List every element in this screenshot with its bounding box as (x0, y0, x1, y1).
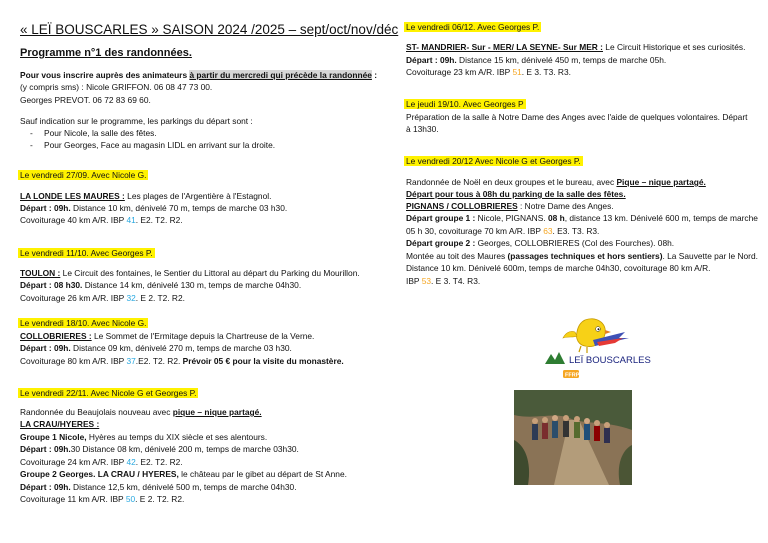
hike-2-ibp: 32 (126, 293, 136, 303)
contact-georges: Georges PREVOT. 06 72 83 69 60. (20, 95, 151, 105)
bouscarles-logo (535, 312, 651, 382)
hike-2-depart: Départ : 08 h30. Distance 14 km, dénivelé 130 m, temps de marche 04h30. (20, 280, 302, 290)
hike-6-date: Le jeudi 19/10. Avec Georges P (406, 99, 524, 109)
parking-intro: Sauf indication sur le programme, les parkings du départ sont : (20, 116, 253, 126)
hike-1-place: LA LONDE LES MAURES : Les plages de l'Argentière à l'Estagnol. (20, 191, 272, 201)
hike-7-group-2-stats: Distance 10 km. Dénivelé 600m, temps de marche 04h30, covoiturage 80 km A/R. (406, 263, 711, 273)
hike-4-group-2-covoiturage: Covoiturage 11 km A/R. IBP 50. E 2. T2. R2. (20, 494, 185, 504)
hike-5-depart: Départ : 09h. Distance 15 km, dénivelé 450 m, temps de marche 05h. (406, 55, 667, 65)
program-subtitle: Programme n°1 des randonnées. (20, 47, 192, 59)
hike-7-group-1-covoiturage: 05 h 30, covoiturage 70 km A/R. IBP 63. E3. T3. R3. (406, 226, 600, 236)
hike-6-line-2: à 13h30. (406, 124, 439, 134)
hike-3-covoiturage: Covoiturage 80 km A/R. IBP 37.E2. T2. R2. Prévoir 05 € pour la visite du monastère. (20, 356, 344, 366)
parking-georges: - Pour Georges, Face au magasin LIDL en arrivant sur la droite. (20, 140, 275, 151)
hike-2-place: TOULON : Le Circuit des fontaines, le Sentier du Littoral au départ du Parking du Mourillon. (20, 268, 360, 278)
hike-7-group-1-ibp: 63 (543, 226, 553, 236)
hike-1-ibp: 41 (126, 215, 136, 225)
logo-text: LEÏ BOUSCARLES (569, 355, 651, 366)
hike-1-date: Le vendredi 27/09. Avec Nicole G. (20, 170, 147, 180)
hike-3-note: Prévoir 05 € pour la visite du monastère. (182, 356, 344, 366)
hike-3-place: COLLOBRIERES : Le Sommet de l'Ermitage depuis la Chartreuse de la Verne. (20, 331, 315, 341)
hike-4-group-1: Groupe 1 Nicole, Hyères au temps du XIX siècle et ses alentours. (20, 432, 268, 442)
hike-2-date: Le vendredi 11/10. Avec Georges P. (20, 248, 153, 258)
hike-5-place: ST- MANDRIER- Sur - MER/ LA SEYNE- Sur MER : Le Circuit Historique et ses curiosités. (406, 42, 746, 52)
hike-7-place: PIGNANS / COLLOBRIERES : Notre Dame des Anges. (406, 201, 614, 211)
hike-4-group-2-ibp: 50 (125, 494, 136, 504)
hikers-photo (514, 390, 632, 485)
hike-4-group-1-depart: Départ : 09h.30 Distance 08 km, dénivelé 200 m, temps de marche 03h30. (20, 444, 299, 454)
signup-instructions: Pour vous inscrire auprès des animateurs à partir du mercredi qui précède la randonnée : (20, 70, 378, 80)
hike-7-depart-all: Départ pour tous à 08h du parking de la salle des fêtes. (406, 189, 626, 199)
hike-7-group-2: Départ groupe 2 : Georges, COLLOBRIERES (Col des Fourches). 08h. (406, 238, 675, 248)
hike-4-group-1-ibp: 42 (126, 457, 136, 467)
ffrp-badge-text: FFRP (565, 372, 580, 379)
hike-7-group-2-ibp: 53 (421, 276, 432, 286)
page-title: « LEÏ BOUSCARLES » SAISON 2024 /2025 – sept/oct/nov/déc (20, 22, 399, 37)
bird-icon (563, 319, 629, 353)
contact-nicole: (y compris sms) : Nicole GRIFFON. 06 08 47 73 00. (20, 82, 213, 92)
hike-3-ibp: 37 (126, 356, 136, 366)
hike-3-date: Le vendredi 18/10. Avec Nicole G. (20, 318, 147, 328)
hike-4-date: Le vendredi 22/11. Avec Nicole G et Georges P. (20, 388, 197, 398)
hike-2-covoiturage: Covoiturage 26 km A/R. IBP 32. E 2. T2. R2. (20, 293, 185, 303)
mountain-icon (545, 352, 565, 364)
hike-7-group-1: Départ groupe 1 : Nicole, PIGNANS. 08 h, distance 13 km. Dénivelé 600 m, temps de marche (406, 213, 758, 223)
hike-4-group-2: Groupe 2 Georges. LA CRAU / HYERES, le château par le gibet au départ de St Anne. (20, 469, 347, 479)
signup-highlight: à partir du mercredi qui précède la randonnée (189, 70, 372, 80)
hike-5-covoiturage: Covoiturage 23 km A/R. IBP 51. E 3. T3. R3. (406, 67, 571, 77)
hike-4-group-2-depart: Départ : 09h. Distance 12,5 km, dénivelé 500 m, temps de marche 04h30. (20, 482, 297, 492)
hike-1-depart: Départ : 09h. Distance 10 km, dénivelé 70 m, temps de marche 03 h30. (20, 203, 288, 213)
hike-7-date: Le vendredi 20/12 Avec Nicole G et Georges P. (406, 156, 581, 166)
hike-7-group-2-ibp-line: IBP 53. E 3. T4. R3. (406, 276, 481, 286)
hike-4-group-1-covoiturage: Covoiturage 24 km A/R. IBP 42. E2. T2. R2. (20, 457, 183, 467)
hike-4-place: LA CRAU/HYERES : (20, 419, 100, 429)
hike-5-ibp: 51 (512, 67, 522, 77)
hike-5-date: Le vendredi 06/12. Avec Georges P. (406, 22, 540, 32)
hike-3-depart: Départ : 09h. Distance 09 km, dénivelé 270 m, temps de marche 03 h30. (20, 343, 292, 353)
hike-7-climb: Montée au toit des Maures (passages techniques et hors sentiers). La Sauvette par le Nord. (406, 251, 758, 261)
hike-1-covoiturage: Covoiturage 40 km A/R. IBP 41. E2. T2. R2. (20, 215, 183, 225)
hike-7-intro: Randonnée de Noël en deux groupes et le bureau, avec Pique – nique partagé. (406, 177, 706, 187)
parking-nicole: - Pour Nicole, la salle des fêtes. (20, 128, 157, 139)
hike-6-line-1: Préparation de la salle à Notre Dame des Anges avec l'aide de quelques volontaires. Départ (406, 112, 748, 122)
hike-4-intro: Randonnée du Beaujolais nouveau avec pique – nique partagé. (20, 407, 262, 417)
